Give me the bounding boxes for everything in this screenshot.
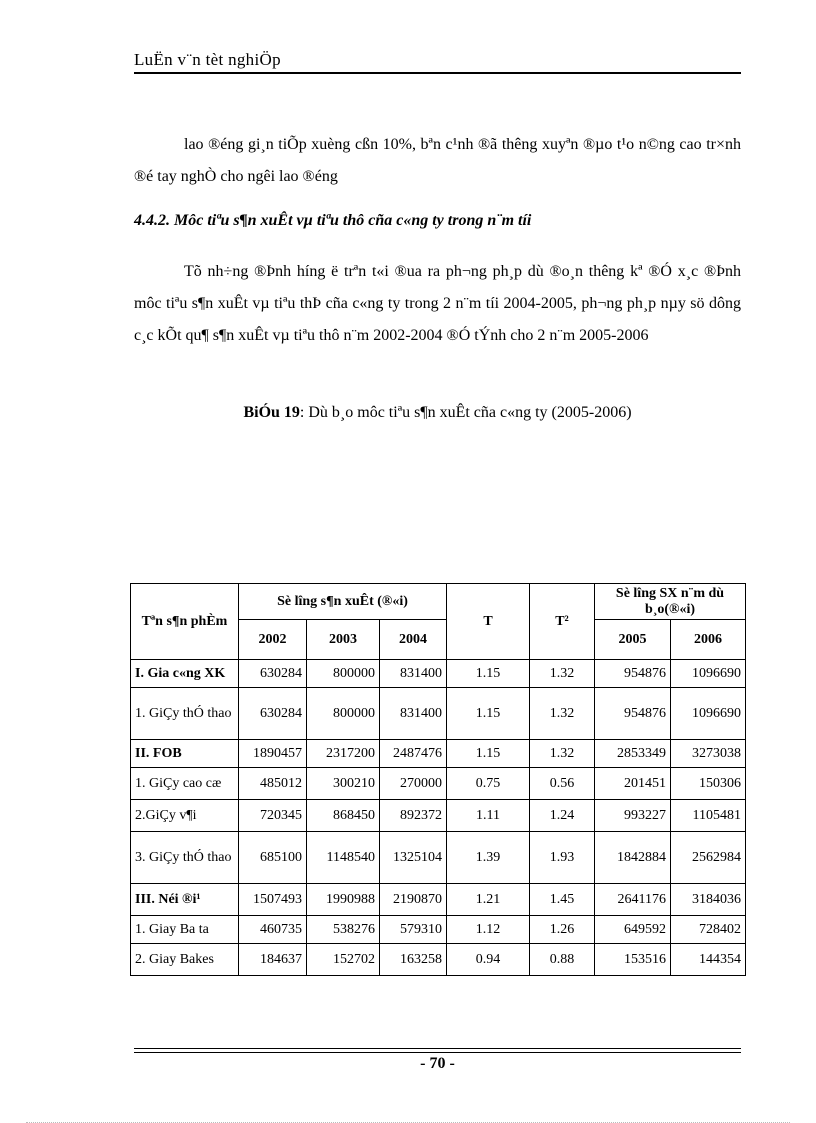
value-cell-v2003: 800000	[307, 688, 380, 740]
value-cell-v2002: 460735	[239, 916, 307, 944]
header-year-2003: 2003	[307, 620, 380, 660]
value-cell-t2: 1.26	[530, 916, 595, 944]
value-cell-v2006: 150306	[671, 768, 746, 800]
caption-text: : Dù b¸o môc tiªu s¶n xuÊt cña c«ng ty (2005-2006)	[299, 404, 632, 421]
product-name-cell: III. Néi ®i¹	[131, 884, 239, 916]
value-cell-v2003: 300210	[307, 768, 380, 800]
header-production-group: Sè lîng s¶n xuÊt (®«i)	[239, 584, 447, 620]
value-cell-v2002: 630284	[239, 660, 307, 688]
product-name-cell: 1. GiÇy thÓ thao	[131, 688, 239, 740]
header-year-2002: 2002	[239, 620, 307, 660]
value-cell-v2005: 954876	[595, 660, 671, 688]
value-cell-v2006: 1096690	[671, 660, 746, 688]
value-cell-v2005: 2853349	[595, 740, 671, 768]
product-name-cell: I. Gia c«ng XK	[131, 660, 239, 688]
value-cell-v2004: 2190870	[380, 884, 447, 916]
value-cell-v2002: 1890457	[239, 740, 307, 768]
value-cell-v2006: 728402	[671, 916, 746, 944]
value-cell-v2004: 270000	[380, 768, 447, 800]
value-cell-v2006: 2562984	[671, 832, 746, 884]
table-row	[131, 916, 746, 944]
value-cell-t2: 1.32	[530, 660, 595, 688]
value-cell-v2003: 800000	[307, 660, 380, 688]
header-year-2004: 2004	[380, 620, 447, 660]
value-cell-t2: 0.56	[530, 768, 595, 800]
table-caption	[134, 404, 741, 422]
value-cell-v2005: 2641176	[595, 884, 671, 916]
forecast-table	[130, 583, 746, 976]
value-cell-v2006: 1105481	[671, 800, 746, 832]
value-cell-t2: 1.24	[530, 800, 595, 832]
value-cell-t: 0.75	[447, 768, 530, 800]
value-cell-t: 1.15	[447, 660, 530, 688]
value-cell-t: 0.94	[447, 944, 530, 976]
value-cell-t: 1.15	[447, 740, 530, 768]
product-name-cell: 1. GiÇy cao cæ	[131, 768, 239, 800]
value-cell-v2003: 538276	[307, 916, 380, 944]
product-name-cell: 2. Giay Bakes	[131, 944, 239, 976]
value-cell-v2004: 163258	[380, 944, 447, 976]
value-cell-v2003: 152702	[307, 944, 380, 976]
value-cell-v2006: 3273038	[671, 740, 746, 768]
page-number: - 70 -	[420, 1055, 455, 1072]
header-year-2006: 2006	[671, 620, 746, 660]
value-cell-v2002: 184637	[239, 944, 307, 976]
value-cell-v2004: 579310	[380, 916, 447, 944]
product-name-cell: 2.GiÇy v¶i	[131, 800, 239, 832]
value-cell-t2: 1.32	[530, 688, 595, 740]
value-cell-t: 1.21	[447, 884, 530, 916]
value-cell-v2004: 831400	[380, 660, 447, 688]
paragraph-method: Tõ nh÷ng ®Þnh híng ë trªn t«i ®ua ra ph¬ng ph¸p dù ®o¸n thêng kª ®Ó x¸c ®Þnh môc tiªu s¶n xuÊt vµ tiªu thÞ cña c«ng ty trong 2 n¨m tíi 2004-2005, ph¬ng ph¸p nµy sö dông c¸c kÕt qu¶ s¶n xuÊt vµ tiªu thô n¨m 2002-2004 ®Ó tÝnh cho 2 n¨m 2005-2006	[134, 263, 741, 344]
value-cell-v2003: 868450	[307, 800, 380, 832]
table-row	[131, 800, 746, 832]
value-cell-v2002: 1507493	[239, 884, 307, 916]
product-name-cell: 1. Giay Ba ta	[131, 916, 239, 944]
header-forecast-group: Sè lîng SX n¨m dù b¸o(®«i)	[595, 584, 746, 620]
value-cell-v2002: 630284	[239, 688, 307, 740]
value-cell-t: 1.15	[447, 688, 530, 740]
paragraph-continuation: lao ®éng gi¸n tiÕp xuèng cßn 10%, bªn c¹nh ®ã thêng xuyªn ®µo t¹o n©ng cao tr×nh ®é tay nghÒ cho ngêi lao ®éng	[134, 136, 741, 185]
header-year-2005: 2005	[595, 620, 671, 660]
value-cell-t: 1.11	[447, 800, 530, 832]
table-row	[131, 768, 746, 800]
value-cell-v2005: 993227	[595, 800, 671, 832]
value-cell-v2003: 2317200	[307, 740, 380, 768]
value-cell-v2005: 649592	[595, 916, 671, 944]
table-row	[131, 832, 746, 884]
value-cell-v2003: 1148540	[307, 832, 380, 884]
value-cell-v2002: 485012	[239, 768, 307, 800]
product-name-cell: 3. GiÇy thÓ thao	[131, 832, 239, 884]
header-t2: T²	[530, 584, 595, 660]
value-cell-v2003: 1990988	[307, 884, 380, 916]
value-cell-v2004: 831400	[380, 688, 447, 740]
value-cell-v2005: 1842884	[595, 832, 671, 884]
table-row	[131, 660, 746, 688]
value-cell-v2004: 2487476	[380, 740, 447, 768]
value-cell-v2006: 144354	[671, 944, 746, 976]
product-name-cell: II. FOB	[131, 740, 239, 768]
header-rule	[134, 72, 741, 74]
value-cell-t: 1.12	[447, 916, 530, 944]
caption-label: BiÓu 19	[243, 404, 300, 421]
value-cell-t2: 1.45	[530, 884, 595, 916]
page-header-title: LuËn v¨n tèt nghiÖp	[134, 50, 281, 69]
footer-rule-top	[134, 1048, 741, 1049]
header-t: T	[447, 584, 530, 660]
value-cell-v2006: 1096690	[671, 688, 746, 740]
section-heading: 4.4.2. Môc tiªu s¶n xuÊt vµ tiªu thô cña c«ng ty trong n¨m tíi	[134, 212, 532, 229]
footer-rule-bottom	[134, 1052, 741, 1053]
value-cell-t: 1.39	[447, 832, 530, 884]
table-body	[131, 660, 746, 976]
value-cell-v2006: 3184036	[671, 884, 746, 916]
value-cell-v2005: 153516	[595, 944, 671, 976]
value-cell-v2002: 685100	[239, 832, 307, 884]
table-row	[131, 884, 746, 916]
value-cell-v2005: 201451	[595, 768, 671, 800]
value-cell-t2: 0.88	[530, 944, 595, 976]
header-product-name: Tªn s¶n phÈm	[131, 584, 239, 660]
value-cell-t2: 1.93	[530, 832, 595, 884]
value-cell-v2004: 1325104	[380, 832, 447, 884]
table-row	[131, 740, 746, 768]
value-cell-v2005: 954876	[595, 688, 671, 740]
table-row	[131, 944, 746, 976]
value-cell-v2004: 892372	[380, 800, 447, 832]
value-cell-t2: 1.32	[530, 740, 595, 768]
table-row	[131, 688, 746, 740]
value-cell-v2002: 720345	[239, 800, 307, 832]
